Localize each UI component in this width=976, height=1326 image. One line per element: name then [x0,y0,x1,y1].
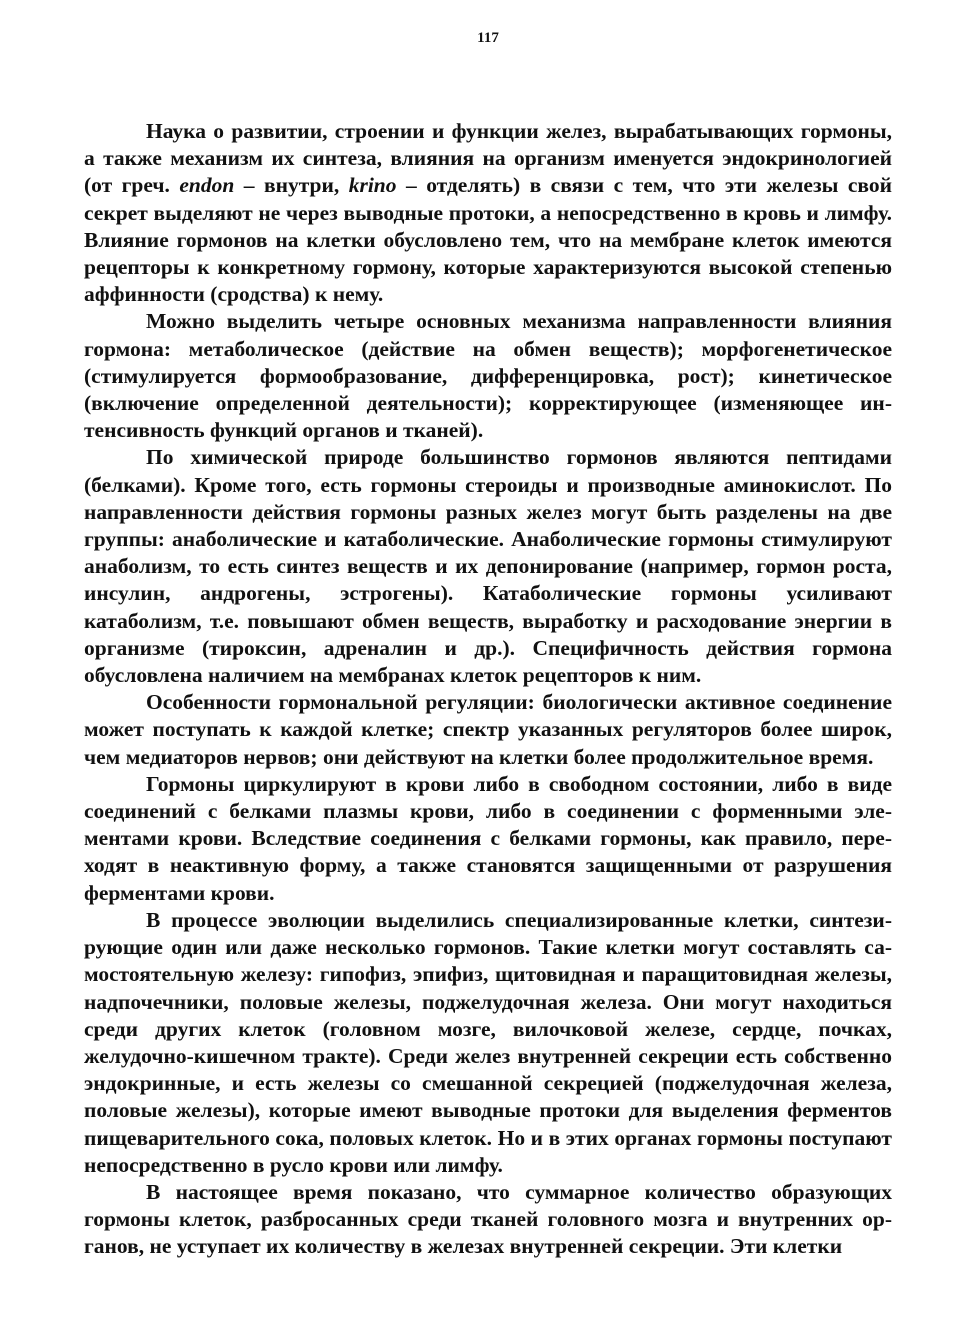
paragraph-chemical-nature [84,444,892,689]
page-number: 117 [477,30,499,46]
text-run: По химической природе большинство гормонов являются пептидами (белками). Кроме того, есть гормоны стероиды и производные аминокислот. По направленности действия гормоны разных желез могут быть разделены на две группы: анаболические и катаболические. Анаболические гормоны стимулируют анаболизм, то есть синтез веществ и их депонирование (например, гормон роста, инсулин, андрогены, эстрогены). Катаболические гормоны усиливают катаболизм, т.е. повышают обмен веществ, выработку и расходование энергии в организме (тироксин, адреналин и др.). Специфичность действия гормона обусловлена наличием на мембранах клеток рецепторов к ним. [84,445,892,688]
term-krino: krino [348,173,397,198]
text-run: Наука о развитии, строении и функции желез, вырабатывающих гормоны, а также механизм их синтеза, влияния на организм именуется эндокринологией (от греч. [84,119,892,198]
text-run: Гормоны циркулируют в крови либо в свободном состоянии, либо в виде соединений с белками плазмы крови, либо в соединении с форменными элементами крови. Вследствие соединения с белками гормоны, как правило, переходят в неактивную форму, а также становятся защищенными от разрушения ферментами крови. [84,771,892,905]
text-run: В настоящее время показано, что суммарное количество образующих гормоны клеток, разбросанных среди тканей головного мозга и внутренних органов, не уступает их количеству в железах внутренней секреции. Эти клетки [84,1179,892,1259]
text-run: – внутри, [234,173,349,198]
paragraph-diffuse-cells [84,1179,892,1261]
paragraph-endocrinology-definition [84,118,892,308]
text-run: – отделять) в связи с тем, что эти железы свой секрет выделяют не через выводные протоки, а непосредственно в кровь и лимфу. Влияние гормонов на клетки обусловлено тем, что на мембране клеток имеются рецепторы к конкретному гормону, которые характеризуются высокой степенью аффинности (сродства) к нему. [84,173,893,307]
text-body [84,118,892,1261]
paragraph-hormone-mechanisms [84,308,892,444]
text-run: В процессе эволюции выделились специализированные клетки, синтезирующие один или даже несколько гормонов. Такие клетки могут составлять самостоятельную железу: гипофиз, эпифиз, щитовидная и паращитовидная железы, надпочечники, половые железы, поджелудочная железа. Они могут находиться среди других клеток (головном мозге, вилочковой железе, сердце, почках, желудочно-кишечном тракте). Среди желез внутренней секреции есть собственно эндокринные, и есть железы со смешанной секрецией (поджелудочная железа, половые железы), которые имеют выводные протоки для выделения ферментов пищеварительного сока, половых клеток. Но и в этих органах гормоны поступают непосредственно в русло крови или лимфу. [84,907,892,1177]
text-run: Особенности гормональной регуляции: биологически активное соединение может поступать к каждой клетке; спектр указанных регуляторов более широк, чем медиаторов нервов; они действуют на клетки более продолжительное время. [84,690,892,769]
term-endon: endon [179,173,235,198]
paragraph-regulation-features [84,689,892,771]
paragraph-evolution-glands [84,907,892,1179]
paragraph-hormone-circulation [84,771,892,907]
text-run: Можно выделить четыре основных механизма направленности влияния гормона: метаболическое (действие на обмен веществ); морфогенетическое (стимулируется формообразование, дифференцировка, рост); кинетическое (включение определенной деятельности); корректирующее (изменяющее интенсивность функций органов и тканей). [84,309,892,443]
